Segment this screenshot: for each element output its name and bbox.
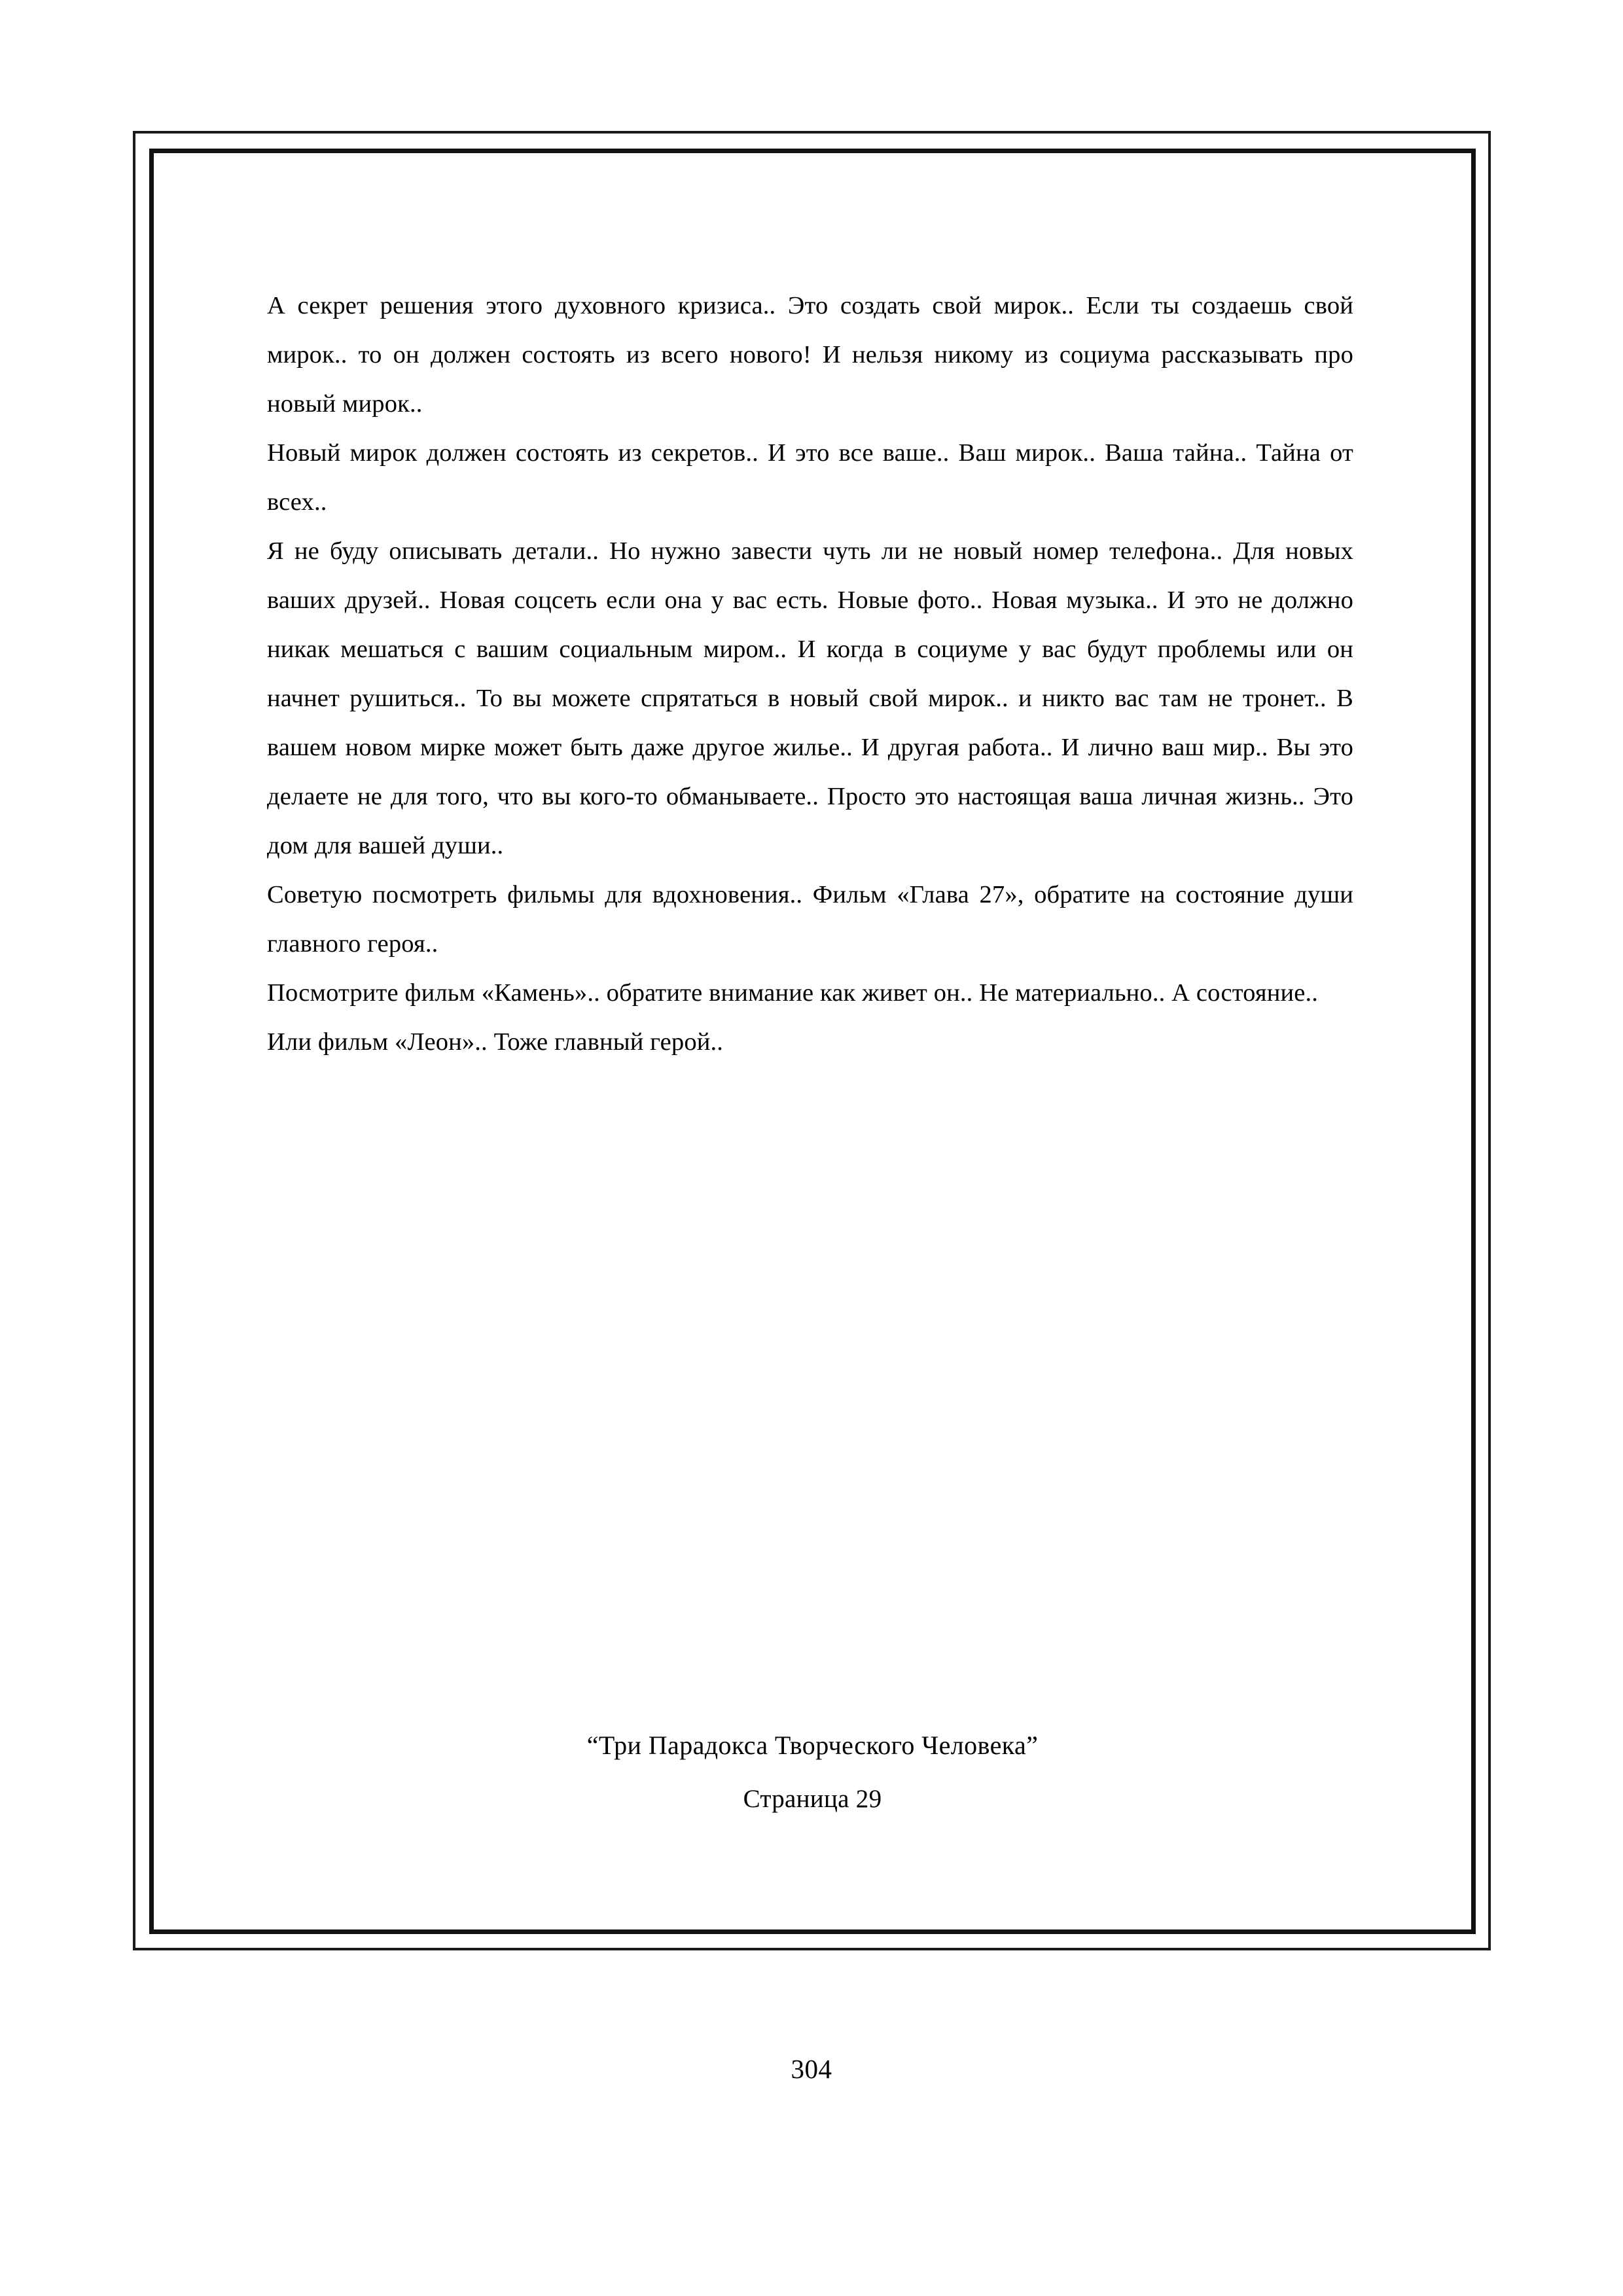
- paragraph: А секрет решения этого духовного кризиса.. Это создать свой мирок.. Если ты создаешь свой мирок.. то он должен состоять из всего нового! И нельзя никому из социума рассказывать про новый мирок..: [267, 292, 1353, 418]
- paragraph: Посмотрите фильм «Камень».. обратите внимание как живет он.. Не материально.. А состояние.. Или фильм «Леон».. Тоже главный герой..: [267, 979, 1319, 1056]
- paragraph: Советую посмотреть фильмы для вдохновения.. Фильм «Глава 27», обратите на состояние души главного героя..: [267, 881, 1353, 958]
- book-title: “Три Парадокса Творческого Человека”: [586, 1731, 1039, 1760]
- chapter-page-label: Страница 29: [743, 1785, 882, 1813]
- paragraph: Новый мирок должен состоять из секретов.. И это все ваше.. Ваш мирок.. Ваша тайна.. Тайна от всех..: [267, 439, 1353, 516]
- page-footer: [149, 1728, 1476, 1816]
- paragraph: Я не буду описывать детали.. Но нужно завести чуть ли не новый номер телефона.. Для новых ваших друзей.. Новая соцсеть если она у вас есть. Новые фото.. Новая музыка.. И это не должно никак мешаться с вашим социальным миром.. И когда в социуме у вас будут проблемы или он начнет рушиться.. То вы можете спрятаться в новый свой мирок.. и никто вас там не тронет.. В вашем новом мирке может быть даже другое жилье.. И другая работа.. И лично ваш мир.. Вы это делаете не для того, что вы кого-то обманываете.. Просто это настоящая ваша личная жизнь.. Это дом для вашей души..: [267, 537, 1353, 859]
- sheet-number: 304: [791, 2054, 832, 2084]
- body-text-block: [267, 281, 1353, 1067]
